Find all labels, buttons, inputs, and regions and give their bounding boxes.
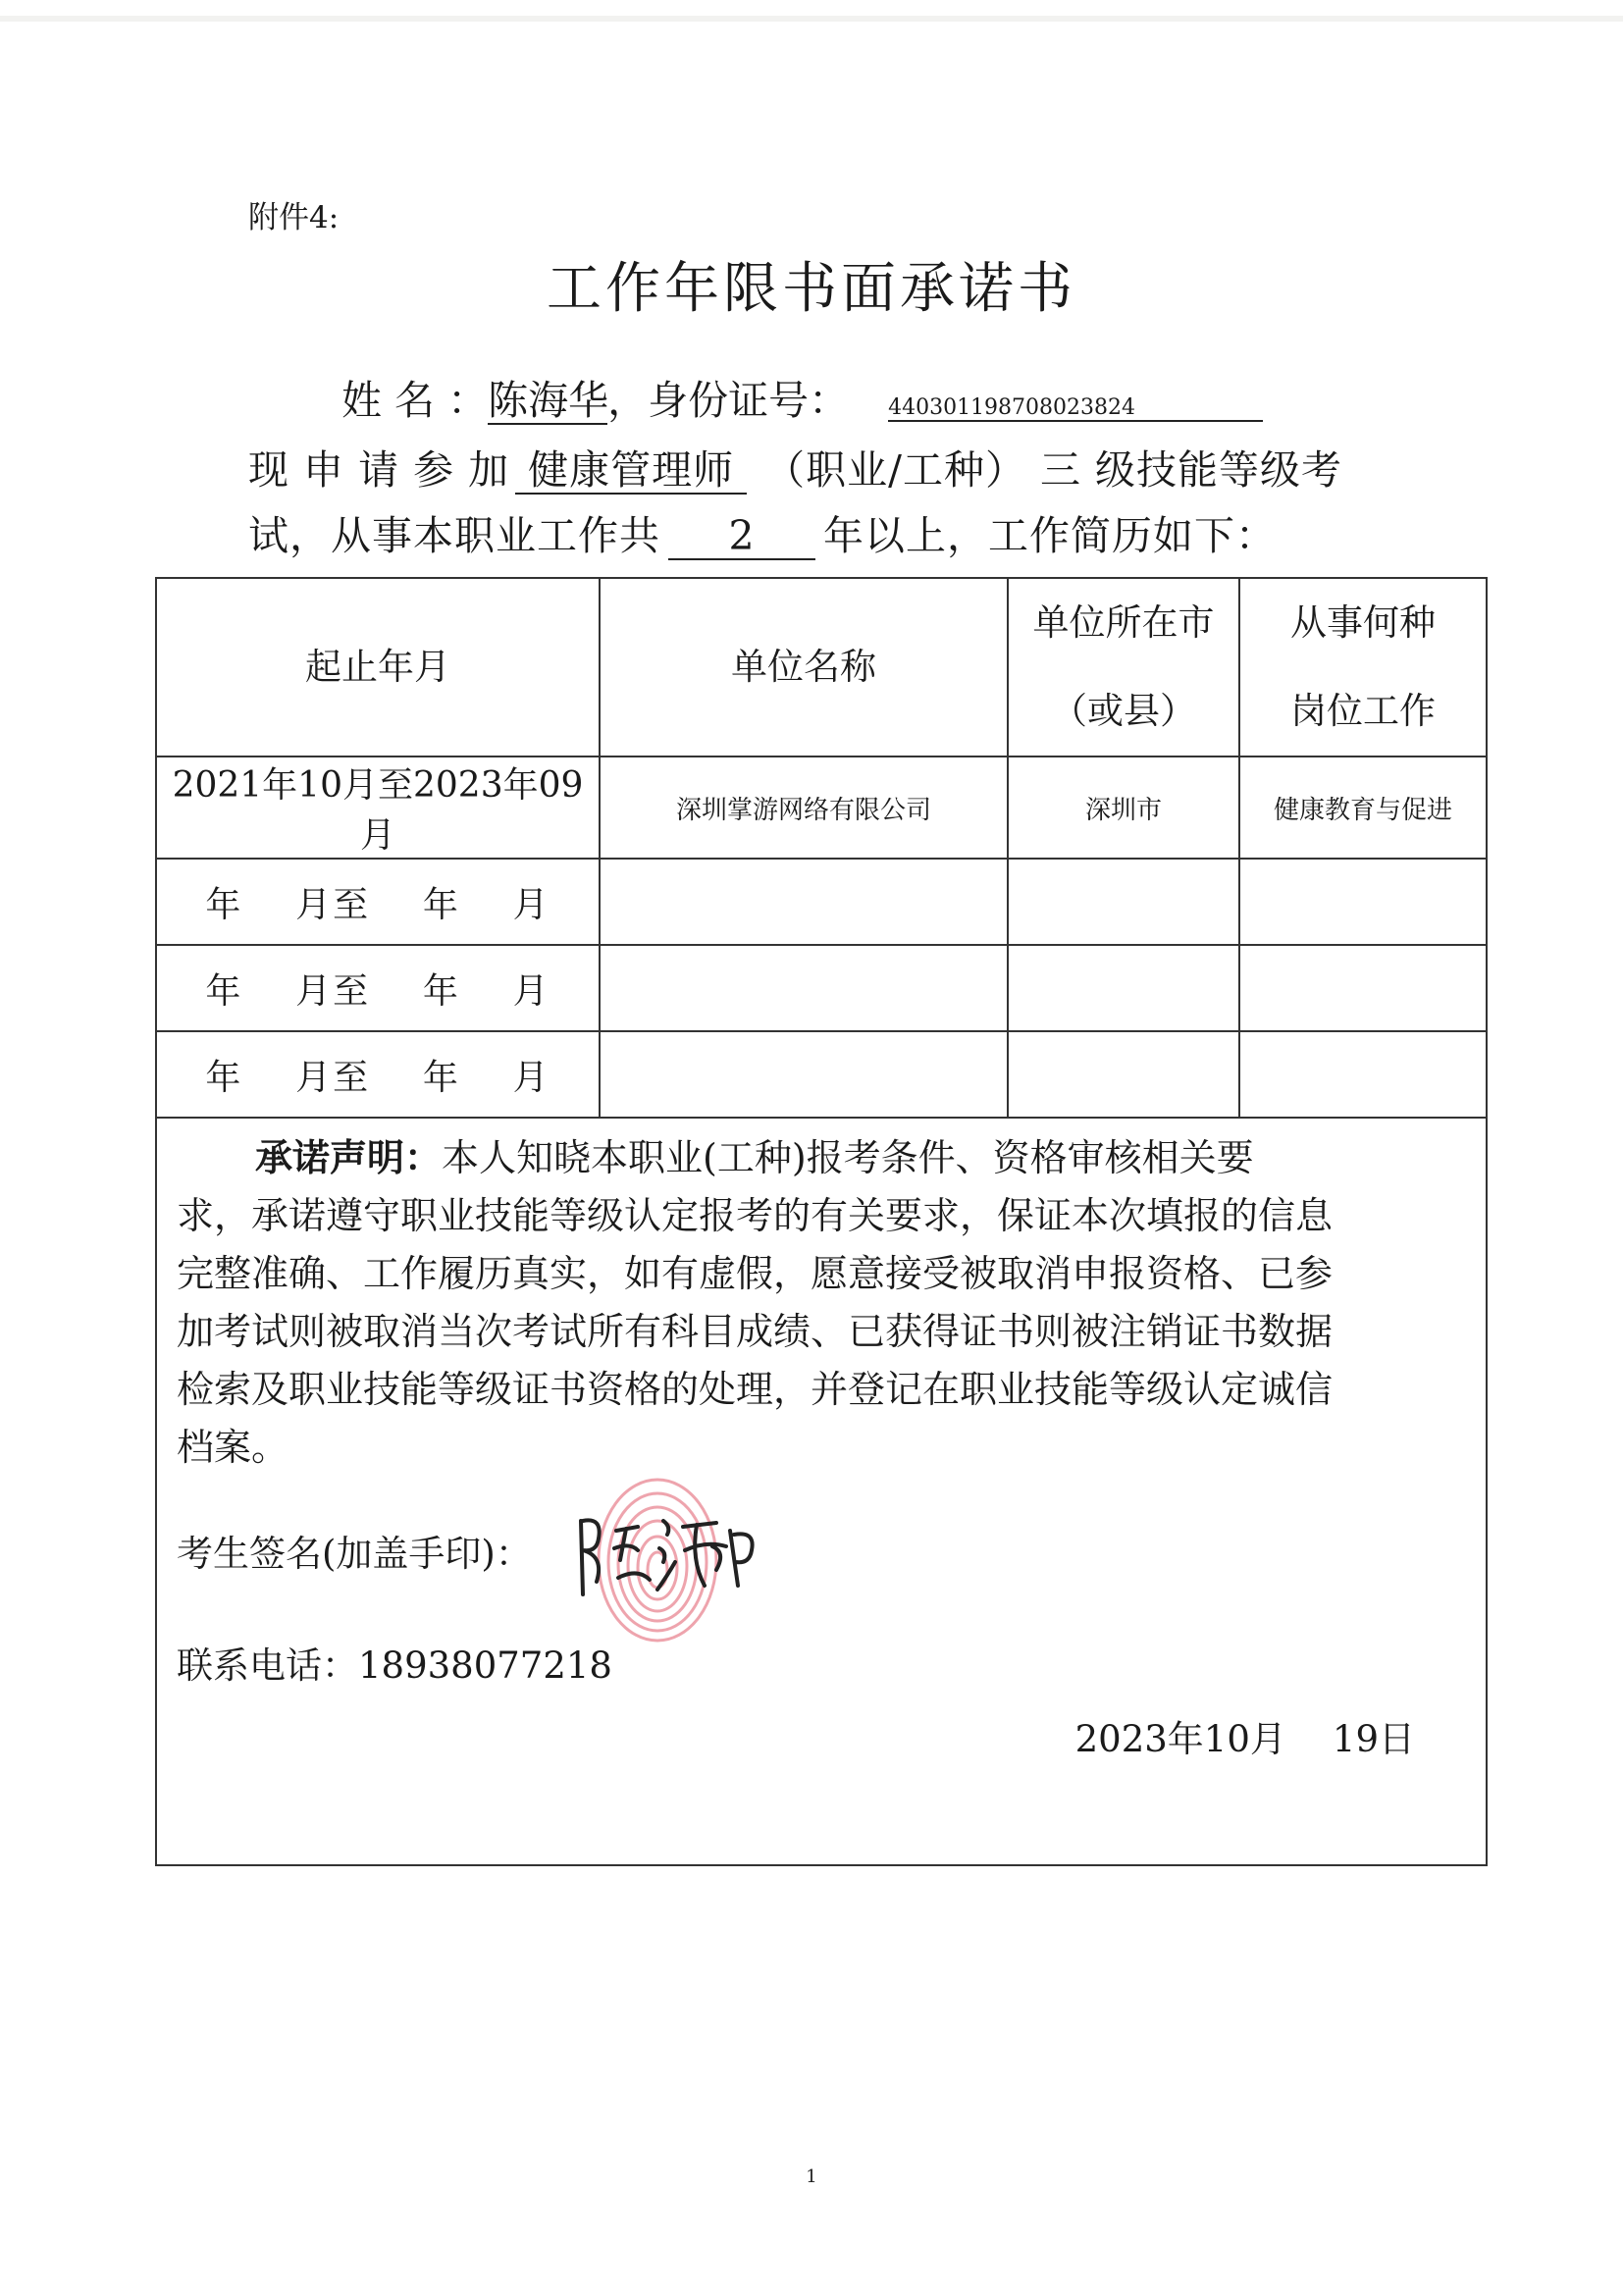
signing-date: 2023年10月 19日 — [1074, 1718, 1415, 1760]
attachment-label: 附件4: — [248, 200, 340, 235]
declaration-cell — [156, 1118, 1487, 1865]
name-field: 陈海华 — [488, 377, 609, 424]
table-row — [156, 1031, 1487, 1118]
row-city — [1008, 859, 1239, 945]
header-city: 单位所在市 （或县） — [1008, 578, 1239, 757]
signature-label: 考生签名(加盖手印)： — [177, 1533, 532, 1575]
years-field: 2 — [668, 514, 815, 560]
declaration-text: 承诺声明：本人知晓本职业(工种)报考条件、资格审核相关要 求，承诺遵守职业技能等级认定报考的有关要求，保证本次填报的信息 完整准确、工作履历真实，如有虚假，愿意接受被取消申报资格、已参 加考试则被取消当次考试所有科目成绩、已获得证书则被注销证书数据 检索及职业技能等级证书资格的处理，并登记在职业技能等级认定诚信 档案。 — [177, 1135, 1334, 1469]
phone-label: 联系电话： — [177, 1644, 358, 1687]
row-company — [600, 1031, 1008, 1118]
row-city: 深圳市 — [1008, 757, 1239, 859]
table-row — [156, 757, 1487, 859]
id-label: ，身份证号： — [607, 377, 850, 424]
row-period: 2021年10月至2023年09月 — [156, 757, 600, 859]
row-city — [1008, 945, 1239, 1031]
row-period: 年 月至 年 月 — [156, 945, 600, 1031]
row-city — [1008, 1031, 1239, 1118]
name-line — [341, 368, 1263, 426]
apply-line — [248, 438, 1342, 496]
phone-line — [177, 1636, 612, 1689]
page-number: 1 — [806, 2166, 817, 2187]
work-history-table — [155, 577, 1488, 1866]
table-row — [156, 859, 1487, 945]
years-line — [248, 503, 1277, 561]
table-header-row — [156, 578, 1487, 757]
id-number-field: 440301198708023824 — [888, 396, 1263, 422]
row-company — [600, 945, 1008, 1031]
occupation-field: 健康管理师 — [515, 448, 747, 495]
table-row — [156, 945, 1487, 1031]
row-company: 深圳掌游网络有限公司 — [600, 757, 1008, 859]
years-prefix: 试，从事本职业工作共 — [248, 512, 660, 559]
row-company — [600, 859, 1008, 945]
row-position — [1239, 1031, 1487, 1118]
row-period: 年 月至 年 月 — [156, 859, 600, 945]
header-period: 起止年月 — [156, 578, 600, 757]
handwritten-signature — [569, 1491, 765, 1609]
apply-prefix: 现 申 请 参 加 — [248, 446, 510, 494]
header-company: 单位名称 — [600, 578, 1008, 757]
scan-top-edge — [0, 16, 1623, 22]
row-position: 健康教育与促进 — [1239, 757, 1487, 859]
document-title: 工作年限书面承诺书 — [547, 257, 1076, 321]
years-suffix: 年以上，工作简历如下： — [823, 512, 1277, 559]
phone-number: 18938077218 — [358, 1644, 612, 1687]
declaration-lead: 承诺声明： — [255, 1135, 443, 1179]
row-period: 年 月至 年 月 — [156, 1031, 600, 1118]
declaration-row — [156, 1118, 1487, 1865]
row-position — [1239, 859, 1487, 945]
header-position: 从事何种 岗位工作 — [1239, 578, 1487, 757]
name-label: 姓 名 ： — [341, 377, 489, 424]
row-position — [1239, 945, 1487, 1031]
apply-suffix: （职业/工种） 三 级技能等级考 — [764, 446, 1343, 494]
